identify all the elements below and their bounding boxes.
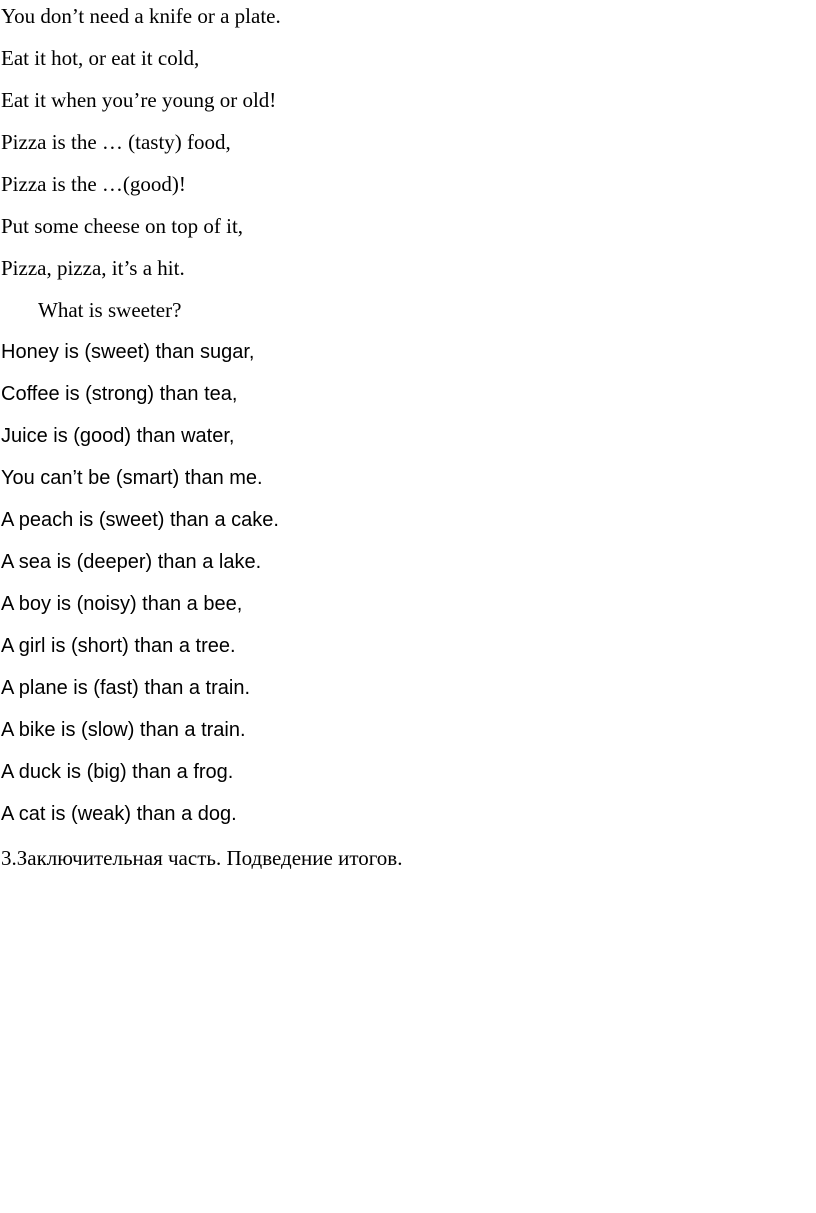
poem-heading: What is sweeter? <box>38 298 182 322</box>
exercise-line: A duck is (big) than a frog. <box>1 761 234 783</box>
poem-line: Eat it when you’re young or old! <box>1 88 277 112</box>
exercise-line: A bike is (slow) than a train. <box>1 719 246 741</box>
exercise-line: Coffee is (strong) than tea, <box>1 383 238 405</box>
exercise-line: Juice is (good) than water, <box>1 425 235 447</box>
exercise-line: A peach is (sweet) than a cake. <box>1 509 279 531</box>
section-heading: 3.Заключительная часть. Подведение итогов. <box>1 846 403 870</box>
exercise-line: A plane is (fast) than a train. <box>1 677 251 699</box>
poem-line: Pizza, pizza, it’s a hit. <box>1 256 185 280</box>
exercise-line: A cat is (weak) than a dog. <box>1 803 237 825</box>
exercise-line: A sea is (deeper) than a lake. <box>1 551 262 573</box>
exercise-line: A boy is (noisy) than a bee, <box>1 593 243 615</box>
poem-line: You don’t need a knife or a plate. <box>1 4 281 28</box>
exercise-line: You can’t be (smart) than me. <box>1 467 263 489</box>
poem-line: Pizza is the … (tasty) food, <box>1 130 231 154</box>
poem-line: Put some cheese on top of it, <box>1 214 244 238</box>
poem-line: Pizza is the …(good)! <box>1 172 186 196</box>
exercise-line: A girl is (short) than a tree. <box>1 635 236 657</box>
poem-line: Eat it hot, or eat it cold, <box>1 46 200 70</box>
exercise-line: Honey is (sweet) than sugar, <box>1 341 255 363</box>
